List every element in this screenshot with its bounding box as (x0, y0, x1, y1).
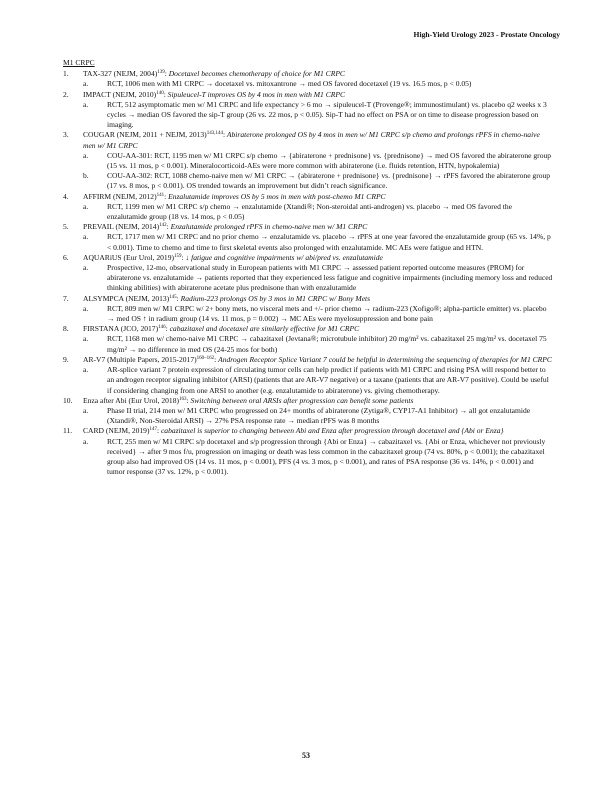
page-number: 53 (302, 751, 310, 760)
reference-superscript: 141 (156, 192, 165, 198)
trial-detail (83, 437, 553, 478)
reference-superscript: 143,144 (206, 131, 223, 137)
item-number: 9. (63, 354, 69, 364)
trial-detail (83, 79, 553, 89)
detail-text: RCT, 1168 men w/ chemo-naive M1 CRPC → cabazitaxel (Jevtana®; microtubule inhibitor) 20 mg/m² vs. cabazitaxel 25 mg/m² vs. docetaxel 75 mg/m² → no difference in med OS (24-25 mos for both) (107, 334, 547, 354)
detail-label: a. (83, 303, 89, 313)
trial-claim: cabazitaxel is superior to changing between Abi and Enza after progression through docetaxel and {Abi or Enza} (160, 426, 504, 436)
detail-label: a. (83, 334, 89, 344)
reference-superscript: 139 (157, 70, 165, 76)
detail-text: COU-AA-301: RCT, 1195 men w/ M1 CRPC s/p chemo → {abiraterone + prednisone} vs. {prednisone} → med OS favored the abiraterone group (15 vs. 11 mos, p < 0.001). Mineralocorticoid-AEs were more common with abiraterone (i.e. fluids retention, HTN, hypokalemia) (107, 150, 552, 171)
detail-label: b. (83, 171, 89, 181)
trial-name: COUGAR (NEJM, 2011 + NEJM, 2013) (83, 130, 207, 140)
trial-detail (83, 365, 553, 396)
trial-claim: Enzalutamide improves OS by 5 mos in men with post-chemo M1 CRPC (168, 191, 386, 201)
trial-name: AFFIRM (NEJM, 2012) (83, 191, 157, 201)
trial-item (63, 130, 553, 150)
detail-label: a. (83, 201, 89, 211)
trial-item (63, 222, 553, 232)
trial-detail (83, 304, 553, 324)
item-number: 3. (63, 130, 69, 140)
trial-detail (83, 202, 553, 222)
trial-claim: Abiraterone prolonged OS by 4 mos in men w/ M1 CRPC s/p chemo and prolongs rPFS in chemo-naive men w/ M1 CRPC (83, 130, 540, 150)
section-title: M1 CRPC (63, 58, 95, 67)
trial-heading: FIRSTANA (JCO, 2017)$^{146}$: cabazitaxel and docetaxel are similarly effective for M1 CRPC (83, 324, 360, 334)
trial-detail (83, 151, 553, 171)
item-number: 2. (63, 89, 69, 99)
reference-superscript: 159 (173, 253, 182, 259)
item-number: 1. (63, 69, 69, 79)
trial-name: IMPACT (NEJM, 2010) (83, 89, 157, 99)
trial-name: TAX-327 (NEJM, 2004) (83, 69, 158, 79)
trial-item (63, 90, 553, 100)
detail-label: a. (83, 263, 89, 273)
item-number: 6. (63, 252, 69, 262)
detail-label: a. (83, 436, 89, 446)
detail-text: Phase II trial, 214 men w/ M1 CRPC who progressed on 24+ months of abiraterone (Zytiga®, CYP17-A1 Inhibitor) → all got enzalutamide (Xtandi®, Non-Steroidal ARSI) → 27% PSA response rate → median rPFS was 8 months (107, 405, 531, 426)
trial-claim: Androgen Receptor Splice Variant 7 could be helpful in determining the sequencing of therapies for M1 CRPC (218, 354, 552, 364)
detail-label: a. (83, 79, 89, 89)
trial-name: ALSYMPCA (NEJM, 2013) (83, 293, 170, 303)
trial-item (63, 426, 553, 436)
trial-detail (83, 406, 553, 426)
trial-heading: CARD (NEJM, 2019)$^{147}$: cabazitaxel is superior to changing between Abi and Enza after progression through docetaxel and {Abi or Enza} (83, 426, 504, 436)
item-number: 4. (63, 191, 69, 201)
trial-item (63, 396, 553, 406)
detail-text: RCT, 512 asymptomatic men w/ M1 CRPC and life expectancy > 6 mo → sipuleucel-T (Provenge®; immunostimulant) vs. placebo q2 weeks x 3 cycles → median OS favored the sip-T group (26 vs. 22 mos, p < 0.05). Sip-T had no effect on PSA or on time to disease progression based on imaging. (107, 99, 547, 130)
item-number: 11. (63, 426, 73, 436)
item-number: 7. (63, 293, 69, 303)
trial-heading: AR-V7 (Multiple Papers, 2015-2017)$^{160-162}$: Androgen Receptor Splice Variant 7 could be helpful in determining the sequencing of therapies for M1 CRPC (83, 354, 552, 364)
detail-text: RCT, 1717 men w/ M1 CRPC and no prior chemo → enzalutamide vs. placebo → rPFS at one year favored the enzalutamide group (65 vs. 14%, p < 0.001). Time to chemo and time to first skeletal events also prolonged with enzalutamide. MC AEs were fatigue and HTN. (107, 232, 551, 252)
detail-text: Prospective, 12-mo, observational study in European patients with M1 CRPC → assessed patient reported outcome measures (PROM) for abiraterone vs. enzalutamide → patients reported that they experienced less fatigue and cognitive impairments (including memory loss and reduced thinking abilities) with abiraterone acetate plus prednisone than with enzalutamide (107, 263, 553, 293)
trial-name: CARD (NEJM, 2019) (83, 426, 150, 436)
trial-heading: PREVAIL (NEJM, 2014)$^{142}$: Enzalutamide prolonged rPFS in chemo-naive men w/ M1 CRPC (83, 222, 368, 232)
detail-label: a. (83, 232, 89, 242)
detail-label: a. (83, 150, 89, 160)
detail-text: AR-splice variant 7 protein expression of circulating tumor cells can help predict if patients with M1 CRPC and rising PSA will respond better to an androgen receptor signaling inhibitor (ARSI) (patients that are AR-V7 negative) or a taxane (patients that are AR-V7 positive). Could be useful if considering changing from one ARSI to another (e.g. enzalutamide to abiraterone) vs. giving chemotherapy. (107, 365, 549, 395)
detail-label: a. (83, 365, 89, 375)
reference-superscript: 160–162 (196, 355, 215, 361)
trial-claim: Enzalutamide prolonged rPFS in chemo-naive men w/ M1 CRPC (170, 222, 368, 232)
detail-label: a. (83, 99, 89, 109)
trial-detail (83, 100, 553, 131)
trial-name: Enza after Abi (Eur Urol, 2018) (83, 395, 179, 405)
reference-superscript: 145 (169, 294, 177, 300)
document-body (63, 58, 553, 477)
trial-detail (83, 232, 553, 252)
trial-item (63, 192, 553, 202)
trial-heading: IMPACT (NEJM, 2010)$^{140}$: Sipuleucel-T improves OS by 4 mos in men with M1 CRPC (83, 89, 346, 99)
item-number: 8. (63, 324, 69, 334)
trial-detail (83, 171, 553, 191)
trial-item (63, 253, 553, 263)
trial-heading: Enza after Abi (Eur Urol, 2018)$^{163}$: Switching between oral ARSIs after progression can benefit some patients (83, 395, 414, 405)
item-number: 5. (63, 222, 69, 232)
item-number: 10. (63, 395, 73, 405)
trial-name: AR-V7 (Multiple Papers, 2015-2017) (83, 354, 197, 364)
detail-text: RCT, 255 men w/ M1 CRPC s/p docetaxel and s/p progression through {Abi or Enza} → cabazitaxel vs. {Abi or Enza, whichever not previously received} → after 9 mos f/u, progression on imaging or death was less common in the cabazitaxel group (74 vs. 80%, p < 0.001); the cabazitaxel group also had improved OS (14 vs. 11 mos, p < 0.001), PFS (4 vs. 3 mos, p < 0.001), and rates of PSA response (36 vs. 14%, p < 0.001) and tumor response (37 vs. 12%, p < 0.001). (107, 436, 546, 477)
reference-superscript: 142 (159, 223, 167, 229)
reference-superscript: 146 (158, 325, 166, 331)
trial-item (63, 294, 553, 304)
trial-heading: ALSYMPCA (NEJM, 2013)$^{145}$: Radium-223 prolongs OS by 3 mos in M1 CRPC w/ Bony Mets (83, 293, 371, 303)
trial-claim: Docetaxel becomes chemotherapy of choice for M1 CRPC (168, 69, 345, 79)
trial-heading: COUGAR (NEJM, 2011 + NEJM, 2013)$^{143,144}$: Abiraterone prolonged OS by 4 mos in men w/ M1 CRPC s/p chemo and prolongs rPFS in chemo-naive men w/ M1 CRPC (83, 130, 540, 150)
trial-claim: ↓ fatigue and cognitive impairments w/ abi/pred vs. enzalutamide (185, 252, 383, 262)
trial-detail (83, 334, 553, 354)
trial-heading: TAX-327 (NEJM, 2004)$^{139}$: Docetaxel becomes chemotherapy of choice for M1 CRPC (83, 69, 345, 79)
reference-superscript: 147 (149, 427, 157, 433)
detail-text: RCT, 1199 men w/ M1 CRPC s/p chemo → enzalutamide (Xtandi®; Non-steroidal anti-androgen) vs. placebo → med OS favored the enzalutamide group (18 vs. 14 mos, p < 0.05) (107, 201, 513, 222)
trial-item (63, 324, 553, 334)
trial-claim: Radium-223 prolongs OS by 3 mos in M1 CRPC w/ Bony Mets (180, 293, 371, 303)
reference-superscript: 140 (156, 90, 164, 96)
detail-label: a. (83, 405, 89, 415)
trial-heading: AFFIRM (NEJM, 2012)$^{141}$: Enzalutamide improves OS by 5 mos in men with post-chemo M1 CRPC (83, 191, 386, 201)
reference-superscript: 163 (178, 396, 187, 402)
trial-name: AQUARiUS (Eur Urol, 2019) (83, 252, 174, 262)
trial-item (63, 69, 553, 79)
detail-text: RCT, 1006 men with M1 CRPC → docetaxel vs. mitoxantrone → med OS favored docetaxel (19 vs. 16.5 mos, p < 0.05) (107, 79, 472, 89)
running-header: High-Yield Urology 2023 - Prostate Oncology (413, 30, 560, 39)
trial-name: FIRSTANA (JCO, 2017) (83, 324, 159, 334)
trial-name: PREVAIL (NEJM, 2014) (83, 222, 160, 232)
trial-claim: cabazitaxel and docetaxel are similarly effective for M1 CRPC (169, 324, 360, 334)
trial-claim: Sipuleucel-T improves OS by 4 mos in men with M1 CRPC (167, 89, 346, 99)
detail-text: RCT, 809 men w/ M1 CRPC w/ 2+ bony mets, no visceral mets and +/- prior chemo → radium-223 (Xofigo®; alpha-particle emitter) vs. placebo → med OS ↑ in radium group (14 vs. 11 mos, p = 0.002) → MC AEs were myelosuppression and bone pain (107, 303, 547, 324)
trial-detail (83, 263, 553, 294)
trial-heading: AQUARiUS (Eur Urol, 2019)$^{159}$: ↓ fatigue and cognitive impairments w/ abi/pred vs. enzalutamide (83, 252, 383, 262)
detail-text: COU-AA-302: RCT, 1088 chemo-naive men w/ M1 CRPC → {abiraterone + prednisone} vs. {prednisone} → rPFS favored the abiraterone group (17 vs. 8 mos, p < 0.001). OS trended towards an improvement but didn’t reach significance. (107, 171, 551, 191)
trial-claim: Switching between oral ARSIs after progression can benefit some patients (190, 395, 414, 405)
trial-item (63, 355, 553, 365)
trial-list (63, 69, 553, 477)
